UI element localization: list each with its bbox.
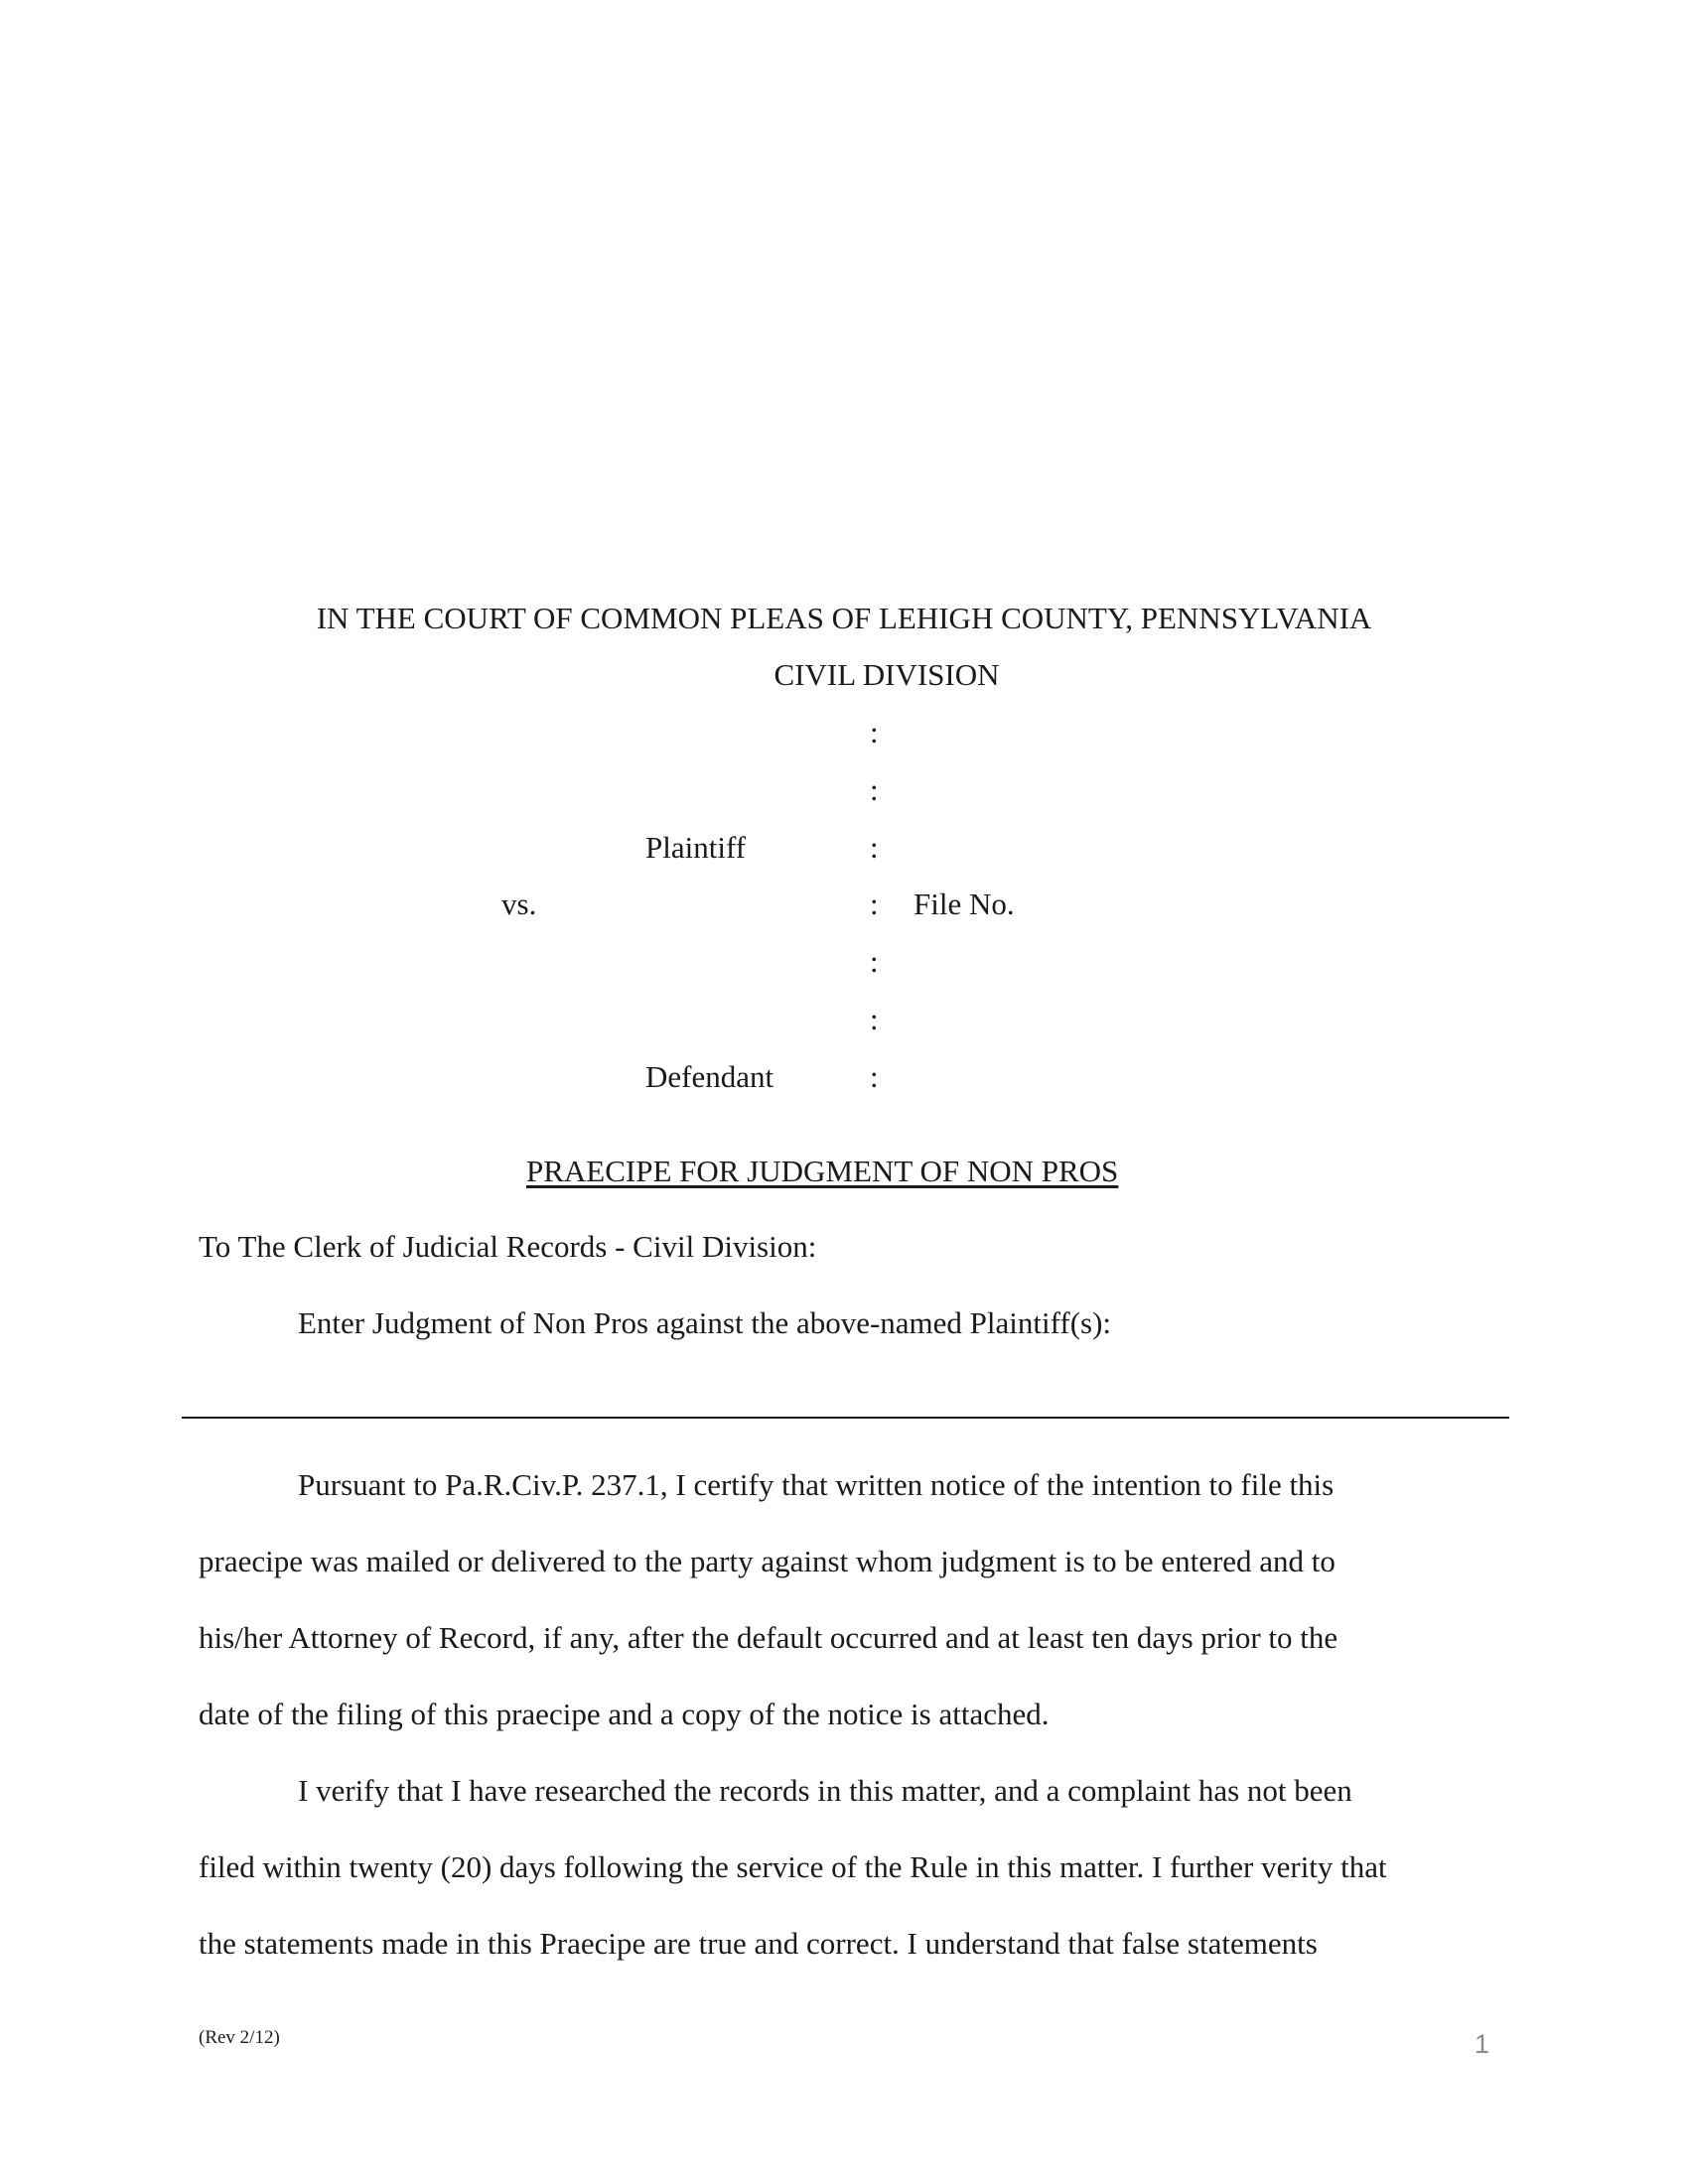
- caption-colon: :: [870, 944, 879, 979]
- instruction-line: Enter Judgment of Non Pros against the above-named Plaintiff(s):: [298, 1305, 1112, 1340]
- division-heading: CIVIL DIVISION: [774, 657, 1000, 692]
- defendant-label: Defendant: [645, 1059, 774, 1094]
- caption-colon: :: [870, 1059, 879, 1094]
- caption-colon: :: [870, 1002, 879, 1036]
- document-title: PRAECIPE FOR JUDGMENT OF NON PROS: [526, 1154, 1119, 1188]
- page-number: 1: [1474, 2029, 1489, 2059]
- revision-label: (Rev 2/12): [199, 2027, 280, 2048]
- paragraph-line: the statements made in this Praecipe are true and correct. I understand that false statements: [199, 1926, 1318, 1961]
- signature-line-divider: [182, 1417, 1509, 1419]
- paragraph-line: his/her Attorney of Record, if any, after the default occurred and at least ten days prior to the: [199, 1620, 1338, 1655]
- verification-paragraph: [199, 1752, 1509, 1981]
- court-heading: IN THE COURT OF COMMON PLEAS OF LEHIGH COUNTY, PENNSYLVANIA: [316, 601, 1372, 635]
- vs-label: vs.: [501, 887, 537, 921]
- caption-colon: :: [870, 772, 879, 807]
- paragraph-line: Pursuant to Pa.R.Civ.P. 237.1, I certify that written notice of the intention to file this: [298, 1467, 1335, 1502]
- addressee-line: To The Clerk of Judicial Records - Civil Division:: [199, 1229, 817, 1264]
- plaintiff-label: Plaintiff: [645, 830, 747, 865]
- paragraph-line: date of the filing of this praecipe and a copy of the notice is attached.: [199, 1697, 1050, 1731]
- file-no-label: File No.: [914, 887, 1015, 921]
- paragraph-line: praecipe was mailed or delivered to the party against whom judgment is to be entered and to: [199, 1544, 1336, 1578]
- caption-colon: :: [870, 715, 879, 750]
- paragraph-line: I verify that I have researched the records in this matter, and a complaint has not been: [298, 1773, 1352, 1808]
- paragraph-line: filed within twenty (20) days following the service of the Rule in this matter. I further verity that: [199, 1849, 1387, 1884]
- certification-paragraph: [199, 1446, 1509, 1752]
- caption-colon: :: [870, 830, 879, 865]
- caption-colon: :: [870, 887, 879, 921]
